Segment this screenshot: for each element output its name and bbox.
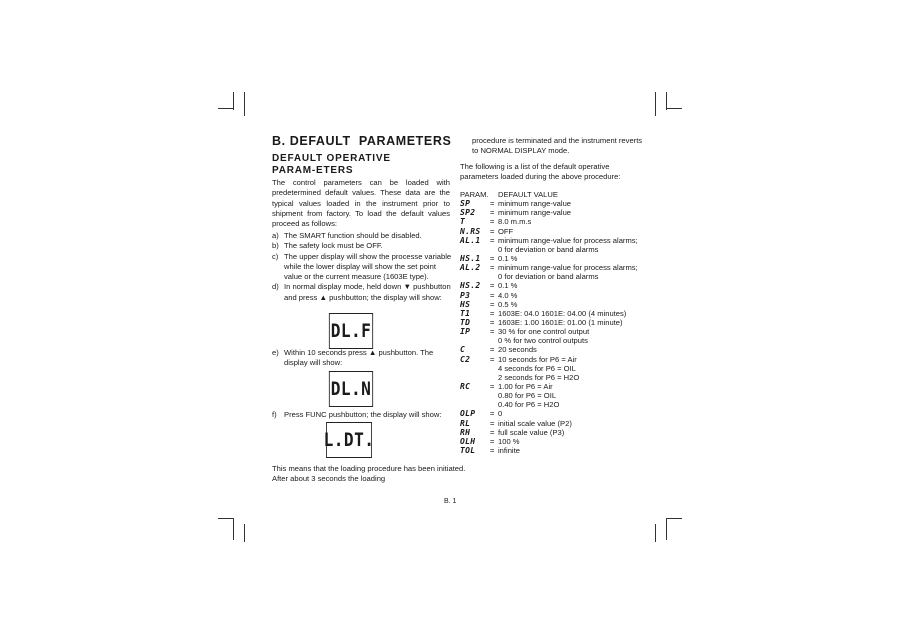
param-key: T1 [460, 308, 471, 318]
page-number: B. 1 [444, 498, 457, 505]
param-key: RH [460, 427, 471, 437]
param-equals: = [490, 381, 495, 391]
table-row [460, 318, 660, 327]
param-equals [490, 272, 498, 281]
param-key: OLP [460, 409, 476, 419]
param-key [460, 245, 490, 254]
crop-mark [655, 92, 656, 116]
param-equals: = [490, 317, 495, 327]
default-params-table [460, 190, 660, 455]
table-row [460, 309, 660, 318]
table-row [460, 391, 660, 400]
crop-mark [233, 92, 234, 110]
param-value: minimum range-value for process alarms; [498, 235, 638, 245]
param-value: OFF [498, 226, 514, 236]
param-value: 1.00 for P6 = Air [498, 381, 553, 391]
intro-paragraph: The control parameters can be loaded with predetermined default values. These data are the typical values loaded in the instrument prior to shipment from factory. To load the default values proceed as follows: [272, 178, 450, 229]
param-equals: = [490, 208, 495, 218]
param-equals: = [490, 427, 495, 437]
param-equals: = [490, 418, 495, 428]
param-value: 0 % for two control outputs [498, 336, 588, 346]
steps-list-f [272, 410, 452, 420]
param-value: 2 seconds for P6 = H2O [498, 372, 580, 382]
param-rows [460, 199, 660, 455]
param-key: P3 [460, 290, 471, 300]
param-key: AL.1 [460, 235, 481, 245]
table-row [460, 291, 660, 300]
param-key: IP [460, 327, 471, 337]
table-row [460, 364, 660, 373]
param-equals: = [490, 445, 495, 455]
param-value: 30 % for one control output [498, 327, 590, 337]
table-row [460, 409, 660, 418]
param-equals: = [490, 263, 495, 273]
param-equals: = [490, 409, 495, 419]
param-equals: = [490, 354, 495, 364]
list-item: a) The SMART function should be disabled. [272, 231, 422, 240]
table-row [460, 336, 660, 345]
table-row [460, 263, 660, 272]
param-key: OLH [460, 436, 476, 446]
table-row [460, 419, 660, 428]
param-value: 10 seconds for P6 = Air [498, 354, 577, 364]
param-key [460, 364, 490, 373]
param-equals [490, 364, 498, 373]
table-row [460, 208, 660, 217]
param-key: RL [460, 418, 471, 428]
page-title: B. DEFAULT PARAMETERS [272, 134, 452, 148]
list-item: b) The safety lock must be OFF. [272, 241, 383, 251]
param-key [460, 272, 490, 281]
param-value: minimum range-value [498, 208, 572, 218]
param-value: minimum range-value [498, 199, 572, 209]
param-key: T [460, 217, 466, 227]
crop-mark [244, 524, 245, 542]
list-item: e) Within 10 seconds press ▲ pushbutton. The display will show: [272, 348, 434, 368]
param-value: 0.1 % [498, 281, 518, 291]
table-row [460, 327, 660, 336]
param-equals [490, 373, 498, 382]
crop-mark [218, 518, 234, 519]
table-row [460, 382, 660, 391]
crop-mark [666, 518, 682, 519]
param-value: 4 seconds for P6 = OIL [498, 363, 576, 373]
param-value: full scale value (P3) [498, 427, 565, 437]
param-equals [490, 400, 498, 409]
param-key: SP2 [460, 208, 476, 218]
table-row [460, 227, 660, 236]
param-key [460, 400, 490, 409]
table-row [460, 446, 660, 455]
param-value: initial scale value (P2) [498, 418, 572, 428]
param-value: 1603E: 04.0 1601E: 04.00 (4 minutes) [498, 308, 627, 318]
param-value: 0 [498, 409, 503, 419]
param-key [460, 373, 490, 382]
crop-mark [655, 524, 656, 542]
table-row [460, 199, 660, 208]
param-equals: = [490, 226, 495, 236]
list-item: c) The upper display will show the processe variable while the lower display will show the set point value or the current measure (1603E type). [272, 251, 452, 282]
param-equals [490, 391, 498, 400]
table-row [460, 428, 660, 437]
list-item: d) In normal display mode, held down ▼ pushbutton and press ▲ pushbutton; the display will show: [272, 282, 451, 302]
param-key: HS [460, 299, 471, 309]
param-equals: = [490, 308, 495, 318]
param-key [460, 391, 490, 400]
param-equals: = [490, 345, 495, 355]
table-row [460, 281, 660, 290]
param-value: 0 for deviation or band alarms [498, 244, 599, 254]
table-row [460, 236, 660, 245]
param-key: TD [460, 317, 471, 327]
table-row [460, 373, 660, 382]
table-row [460, 345, 660, 354]
display-readout: L.DT. [326, 422, 372, 458]
param-equals: = [490, 290, 495, 300]
table-row [460, 355, 660, 364]
param-equals [490, 245, 498, 254]
closing-paragraph-left: This means that the loading procedure has been initiated. After about 3 seconds the loading [272, 464, 466, 484]
table-row [460, 254, 660, 263]
section-title: DEFAULT OPERATIVE PARAM-ETERS [272, 153, 391, 176]
param-value: 0.80 for P6 = OIL [498, 391, 557, 401]
param-value: 20 seconds [498, 345, 537, 355]
crop-mark [666, 518, 667, 540]
param-equals: = [490, 327, 495, 337]
param-key: AL.2 [460, 263, 481, 273]
param-equals: = [490, 235, 495, 245]
steps-list [272, 231, 452, 303]
param-key [460, 336, 490, 345]
param-key: HS.1 [460, 253, 481, 263]
param-value: 100 % [498, 436, 520, 446]
table-row [460, 272, 660, 281]
display-readout: DL.N [329, 371, 373, 407]
param-equals: = [490, 436, 495, 446]
param-value: 1603E: 1.00 1601E: 01.00 (1 minute) [498, 317, 623, 327]
param-key: N.RS [460, 226, 481, 236]
table-header: PARAM. DEFAULT VALUE [460, 190, 558, 199]
param-equals: = [490, 199, 495, 209]
display-readout: DL.F [329, 313, 373, 349]
param-key: HS.2 [460, 281, 481, 291]
table-row [460, 300, 660, 309]
crop-mark [233, 518, 234, 540]
param-key: SP [460, 199, 471, 209]
steps-list-e [272, 348, 452, 369]
param-key: C [460, 345, 466, 355]
param-equals: = [490, 217, 495, 227]
param-equals [490, 336, 498, 345]
param-value: 0.5 % [498, 299, 518, 309]
param-value: 0.40 for P6 = H2O [498, 400, 560, 410]
crop-mark [218, 108, 234, 109]
param-value: 0.1 % [498, 253, 518, 263]
param-equals: = [490, 253, 495, 263]
param-key: RC [460, 381, 471, 391]
param-value: 8.0 m.m.s [498, 217, 532, 227]
crop-mark [244, 92, 245, 116]
param-equals: = [490, 281, 495, 291]
table-row [460, 437, 660, 446]
table-row [460, 245, 660, 254]
param-value: 0 for deviation or band alarms [498, 272, 599, 282]
closing-paragraph-right: procedure is terminated and the instrument reverts to NORMAL DISPLAY mode. [472, 136, 643, 156]
param-equals: = [490, 299, 495, 309]
param-value: infinite [498, 445, 520, 455]
param-key: TOL [460, 445, 476, 455]
param-value: 4.0 % [498, 290, 518, 300]
crop-mark [666, 108, 682, 109]
table-row [460, 400, 660, 409]
param-value: minimum range-value for process alarms; [498, 263, 638, 273]
table-row [460, 217, 660, 226]
list-item: f) Press FUNC pushbutton; the display will show: [272, 410, 442, 419]
param-key: C2 [460, 354, 471, 364]
list-intro: The following is a list of the default operative parameters loaded during the above procedure: [460, 162, 621, 182]
